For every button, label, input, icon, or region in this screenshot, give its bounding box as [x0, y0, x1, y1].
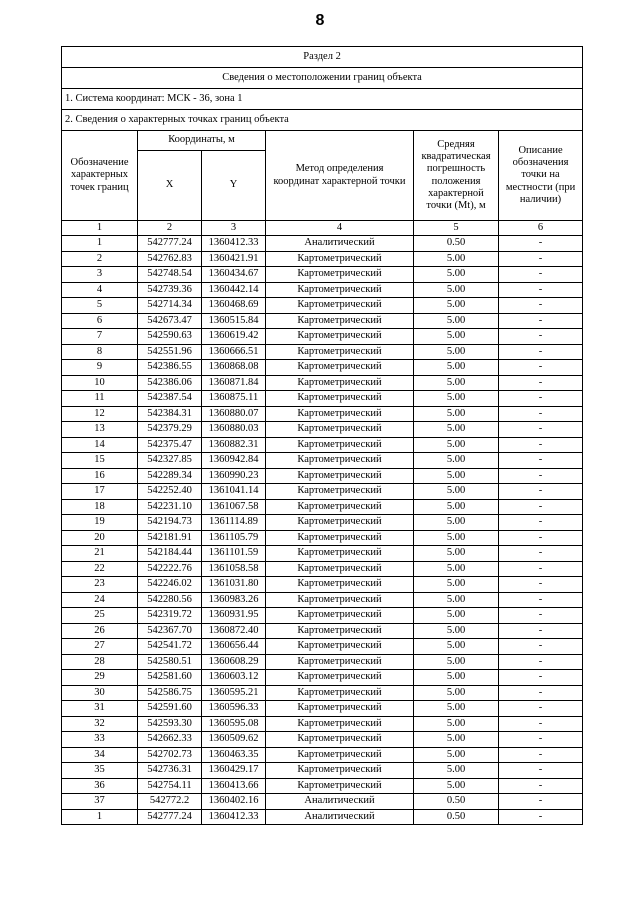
description: - [499, 530, 583, 546]
point-designation: 10 [62, 375, 138, 391]
coord-y: 1360880.03 [202, 422, 266, 438]
method: Картометрический [266, 484, 414, 500]
description: - [499, 809, 583, 825]
description: - [499, 794, 583, 810]
description: - [499, 778, 583, 794]
method: Картометрический [266, 561, 414, 577]
column-number: 4 [266, 221, 414, 236]
coord-y: 1360596.33 [202, 701, 266, 717]
table-row [62, 530, 583, 546]
description: - [499, 747, 583, 763]
description: - [499, 236, 583, 252]
coord-y: 1360463.35 [202, 747, 266, 763]
method: Картометрический [266, 313, 414, 329]
error-value: 5.00 [414, 453, 499, 469]
error-value: 5.00 [414, 670, 499, 686]
method: Аналитический [266, 794, 414, 810]
method: Картометрический [266, 282, 414, 298]
method: Картометрический [266, 654, 414, 670]
coord-y: 1360942.84 [202, 453, 266, 469]
point-designation: 25 [62, 608, 138, 624]
table-row [62, 809, 583, 825]
error-value: 0.50 [414, 809, 499, 825]
method: Картометрический [266, 515, 414, 531]
method: Картометрический [266, 298, 414, 314]
point-designation: 28 [62, 654, 138, 670]
coord-y: 1360983.26 [202, 592, 266, 608]
error-value: 5.00 [414, 515, 499, 531]
description: - [499, 639, 583, 655]
table-row [62, 453, 583, 469]
coord-x: 542586.75 [138, 685, 202, 701]
error-value: 5.00 [414, 313, 499, 329]
coord-x: 542246.02 [138, 577, 202, 593]
column-number: 5 [414, 221, 499, 236]
point-designation: 27 [62, 639, 138, 655]
method: Картометрический [266, 639, 414, 655]
coord-x: 542375.47 [138, 437, 202, 453]
error-value: 0.50 [414, 794, 499, 810]
boundary-points-table [61, 46, 583, 825]
table-row [62, 329, 583, 345]
section-title: Раздел 2 [62, 47, 583, 68]
point-designation: 6 [62, 313, 138, 329]
coord-y: 1360429.17 [202, 763, 266, 779]
points-title: 2. Сведения о характерных точках границ объекта [62, 110, 583, 131]
coord-x: 542181.91 [138, 530, 202, 546]
coord-y: 1360880.07 [202, 406, 266, 422]
coord-y: 1360619.42 [202, 329, 266, 345]
method: Картометрический [266, 251, 414, 267]
coord-y: 1360666.51 [202, 344, 266, 360]
point-designation: 22 [62, 561, 138, 577]
description: - [499, 716, 583, 732]
coord-y: 1360882.31 [202, 437, 266, 453]
table-row [62, 391, 583, 407]
table-row [62, 654, 583, 670]
description: - [499, 484, 583, 500]
coord-x: 542184.44 [138, 546, 202, 562]
method: Картометрический [266, 608, 414, 624]
coord-x: 542662.33 [138, 732, 202, 748]
coord-y: 1360608.29 [202, 654, 266, 670]
coord-y: 1360931.95 [202, 608, 266, 624]
error-value: 5.00 [414, 422, 499, 438]
coord-y: 1360872.40 [202, 623, 266, 639]
coord-x: 542551.96 [138, 344, 202, 360]
point-designation: 1 [62, 809, 138, 825]
table-row [62, 716, 583, 732]
table-row [62, 298, 583, 314]
description: - [499, 267, 583, 283]
coord-y: 1361058.58 [202, 561, 266, 577]
point-designation: 24 [62, 592, 138, 608]
coord-y: 1360509.62 [202, 732, 266, 748]
coord-y: 1361041.14 [202, 484, 266, 500]
description: - [499, 298, 583, 314]
method: Картометрический [266, 701, 414, 717]
error-value: 5.00 [414, 406, 499, 422]
point-designation: 12 [62, 406, 138, 422]
error-value: 5.00 [414, 251, 499, 267]
coord-y: 1360656.44 [202, 639, 266, 655]
error-value: 5.00 [414, 391, 499, 407]
coord-x: 542387.54 [138, 391, 202, 407]
error-value: 5.00 [414, 298, 499, 314]
method: Картометрический [266, 530, 414, 546]
header-method: Метод определения координат характерной точки [266, 131, 414, 221]
error-value: 5.00 [414, 561, 499, 577]
description: - [499, 763, 583, 779]
error-value: 5.00 [414, 530, 499, 546]
description: - [499, 437, 583, 453]
description: - [499, 453, 583, 469]
table-row [62, 561, 583, 577]
point-designation: 7 [62, 329, 138, 345]
header-error: Средняя квадратическая погрешность положения характерной точки (Mt), м [414, 131, 499, 221]
point-designation: 18 [62, 499, 138, 515]
description: - [499, 701, 583, 717]
coord-y: 1360595.08 [202, 716, 266, 732]
column-number: 2 [138, 221, 202, 236]
coord-x: 542252.40 [138, 484, 202, 500]
header-description: Описание обозначения точки на местности (при наличии) [499, 131, 583, 221]
error-value: 5.00 [414, 763, 499, 779]
table-row [62, 360, 583, 376]
description: - [499, 732, 583, 748]
error-value: 5.00 [414, 282, 499, 298]
table-row [62, 670, 583, 686]
coord-x: 542384.31 [138, 406, 202, 422]
coord-y: 1360603.12 [202, 670, 266, 686]
error-value: 5.00 [414, 329, 499, 345]
description: - [499, 608, 583, 624]
column-number: 1 [62, 221, 138, 236]
point-designation: 34 [62, 747, 138, 763]
point-designation: 30 [62, 685, 138, 701]
coord-x: 542702.73 [138, 747, 202, 763]
description: - [499, 623, 583, 639]
section-subtitle: Сведения о местоположении границ объекта [62, 68, 583, 89]
error-value: 5.00 [414, 360, 499, 376]
method: Аналитический [266, 809, 414, 825]
coord-y: 1360595.21 [202, 685, 266, 701]
coord-y: 1361101.59 [202, 546, 266, 562]
method: Картометрический [266, 778, 414, 794]
coord-y: 1361067.58 [202, 499, 266, 515]
coord-x: 542593.30 [138, 716, 202, 732]
coord-y: 1360990.23 [202, 468, 266, 484]
point-designation: 15 [62, 453, 138, 469]
coord-y: 1360434.67 [202, 267, 266, 283]
table-row [62, 685, 583, 701]
coord-x: 542748.54 [138, 267, 202, 283]
method: Картометрический [266, 763, 414, 779]
error-value: 5.00 [414, 437, 499, 453]
coord-x: 542194.73 [138, 515, 202, 531]
point-designation: 20 [62, 530, 138, 546]
coord-y: 1360468.69 [202, 298, 266, 314]
description: - [499, 670, 583, 686]
error-value: 5.00 [414, 654, 499, 670]
method: Картометрический [266, 716, 414, 732]
description: - [499, 592, 583, 608]
column-numbers-row [62, 221, 583, 236]
point-designation: 17 [62, 484, 138, 500]
error-value: 5.00 [414, 701, 499, 717]
coord-x: 542541.72 [138, 639, 202, 655]
method: Картометрический [266, 391, 414, 407]
error-value: 5.00 [414, 267, 499, 283]
table-row [62, 794, 583, 810]
coord-y: 1361105.79 [202, 530, 266, 546]
method: Картометрический [266, 546, 414, 562]
coord-y: 1360412.33 [202, 809, 266, 825]
coord-x: 542591.60 [138, 701, 202, 717]
coord-x: 542772.2 [138, 794, 202, 810]
method: Картометрический [266, 453, 414, 469]
point-designation: 32 [62, 716, 138, 732]
coord-y: 1360402.16 [202, 794, 266, 810]
error-value: 5.00 [414, 484, 499, 500]
error-value: 5.00 [414, 685, 499, 701]
coord-x: 542777.24 [138, 236, 202, 252]
error-value: 5.00 [414, 344, 499, 360]
coord-x: 542222.76 [138, 561, 202, 577]
coord-x: 542386.06 [138, 375, 202, 391]
table-row [62, 251, 583, 267]
column-number: 6 [499, 221, 583, 236]
error-value: 5.00 [414, 608, 499, 624]
error-value: 0.50 [414, 236, 499, 252]
coord-x: 542379.29 [138, 422, 202, 438]
point-designation: 11 [62, 391, 138, 407]
method: Картометрический [266, 623, 414, 639]
coord-y: 1360413.66 [202, 778, 266, 794]
table-row [62, 267, 583, 283]
method: Аналитический [266, 236, 414, 252]
coord-y: 1360515.84 [202, 313, 266, 329]
table-row [62, 499, 583, 515]
coord-x: 542580.51 [138, 654, 202, 670]
coord-x: 542280.56 [138, 592, 202, 608]
error-value: 5.00 [414, 375, 499, 391]
coord-x: 542736.31 [138, 763, 202, 779]
point-designation: 31 [62, 701, 138, 717]
table-row [62, 406, 583, 422]
table-row [62, 282, 583, 298]
point-designation: 16 [62, 468, 138, 484]
table-row [62, 701, 583, 717]
coord-x: 542327.85 [138, 453, 202, 469]
error-value: 5.00 [414, 499, 499, 515]
method: Картометрический [266, 732, 414, 748]
table-row [62, 577, 583, 593]
point-designation: 21 [62, 546, 138, 562]
point-designation: 19 [62, 515, 138, 531]
point-designation: 29 [62, 670, 138, 686]
error-value: 5.00 [414, 592, 499, 608]
coord-x: 542673.47 [138, 313, 202, 329]
coord-y: 1361114.89 [202, 515, 266, 531]
coord-x: 542386.55 [138, 360, 202, 376]
method: Картометрический [266, 499, 414, 515]
point-designation: 5 [62, 298, 138, 314]
coord-x: 542367.70 [138, 623, 202, 639]
table-row [62, 437, 583, 453]
coord-y: 1360421.91 [202, 251, 266, 267]
table-row [62, 763, 583, 779]
table-row [62, 375, 583, 391]
method: Картометрический [266, 422, 414, 438]
coord-x: 542289.34 [138, 468, 202, 484]
coordinate-system: 1. Система координат: МСК - 36, зона 1 [62, 89, 583, 110]
method: Картометрический [266, 344, 414, 360]
method: Картометрический [266, 592, 414, 608]
point-designation: 37 [62, 794, 138, 810]
table-row [62, 422, 583, 438]
description: - [499, 685, 583, 701]
description: - [499, 391, 583, 407]
table-row [62, 778, 583, 794]
page-number: 8 [315, 12, 325, 29]
coord-x: 542714.34 [138, 298, 202, 314]
description: - [499, 313, 583, 329]
header-coordinates: Координаты, м [138, 131, 266, 151]
description: - [499, 282, 583, 298]
column-number: 3 [202, 221, 266, 236]
table-row [62, 236, 583, 252]
table-row [62, 546, 583, 562]
error-value: 5.00 [414, 778, 499, 794]
point-designation: 4 [62, 282, 138, 298]
table-row [62, 639, 583, 655]
method: Картометрический [266, 670, 414, 686]
coord-x: 542739.36 [138, 282, 202, 298]
error-value: 5.00 [414, 747, 499, 763]
point-designation: 23 [62, 577, 138, 593]
method: Картометрический [266, 406, 414, 422]
table-row [62, 484, 583, 500]
coord-y: 1360412.33 [202, 236, 266, 252]
error-value: 5.00 [414, 732, 499, 748]
method: Картометрический [266, 577, 414, 593]
coord-x: 542762.83 [138, 251, 202, 267]
point-designation: 26 [62, 623, 138, 639]
method: Картометрический [266, 375, 414, 391]
table-row [62, 608, 583, 624]
header-y: Y [202, 151, 266, 221]
point-designation: 36 [62, 778, 138, 794]
table-row [62, 468, 583, 484]
method: Картометрический [266, 437, 414, 453]
coord-y: 1360875.11 [202, 391, 266, 407]
coord-x: 542581.60 [138, 670, 202, 686]
error-value: 5.00 [414, 546, 499, 562]
description: - [499, 251, 583, 267]
description: - [499, 329, 583, 345]
coord-x: 542590.63 [138, 329, 202, 345]
coord-x: 542319.72 [138, 608, 202, 624]
description: - [499, 344, 583, 360]
description: - [499, 468, 583, 484]
error-value: 5.00 [414, 716, 499, 732]
header-x: X [138, 151, 202, 221]
coord-y: 1360868.08 [202, 360, 266, 376]
point-designation: 13 [62, 422, 138, 438]
table-row [62, 623, 583, 639]
description: - [499, 406, 583, 422]
coord-x: 542231.10 [138, 499, 202, 515]
method: Картометрический [266, 747, 414, 763]
point-designation: 8 [62, 344, 138, 360]
point-designation: 9 [62, 360, 138, 376]
coord-x: 542754.11 [138, 778, 202, 794]
table-row [62, 592, 583, 608]
error-value: 5.00 [414, 577, 499, 593]
description: - [499, 546, 583, 562]
description: - [499, 422, 583, 438]
error-value: 5.00 [414, 623, 499, 639]
header-designation: Обозначение характерных точек границ [62, 131, 138, 221]
coord-x: 542777.24 [138, 809, 202, 825]
point-designation: 14 [62, 437, 138, 453]
point-designation: 1 [62, 236, 138, 252]
description: - [499, 499, 583, 515]
table-row [62, 732, 583, 748]
description: - [499, 515, 583, 531]
point-designation: 2 [62, 251, 138, 267]
method: Картометрический [266, 685, 414, 701]
method: Картометрический [266, 468, 414, 484]
table-row [62, 313, 583, 329]
method: Картометрический [266, 267, 414, 283]
description: - [499, 577, 583, 593]
point-designation: 33 [62, 732, 138, 748]
error-value: 5.00 [414, 468, 499, 484]
coord-y: 1361031.80 [202, 577, 266, 593]
method: Картометрический [266, 360, 414, 376]
coord-y: 1360871.84 [202, 375, 266, 391]
method: Картометрический [266, 329, 414, 345]
table-row [62, 344, 583, 360]
point-designation: 3 [62, 267, 138, 283]
error-value: 5.00 [414, 639, 499, 655]
description: - [499, 561, 583, 577]
table-row [62, 747, 583, 763]
coord-y: 1360442.14 [202, 282, 266, 298]
description: - [499, 654, 583, 670]
description: - [499, 375, 583, 391]
point-designation: 35 [62, 763, 138, 779]
table-row [62, 515, 583, 531]
description: - [499, 360, 583, 376]
